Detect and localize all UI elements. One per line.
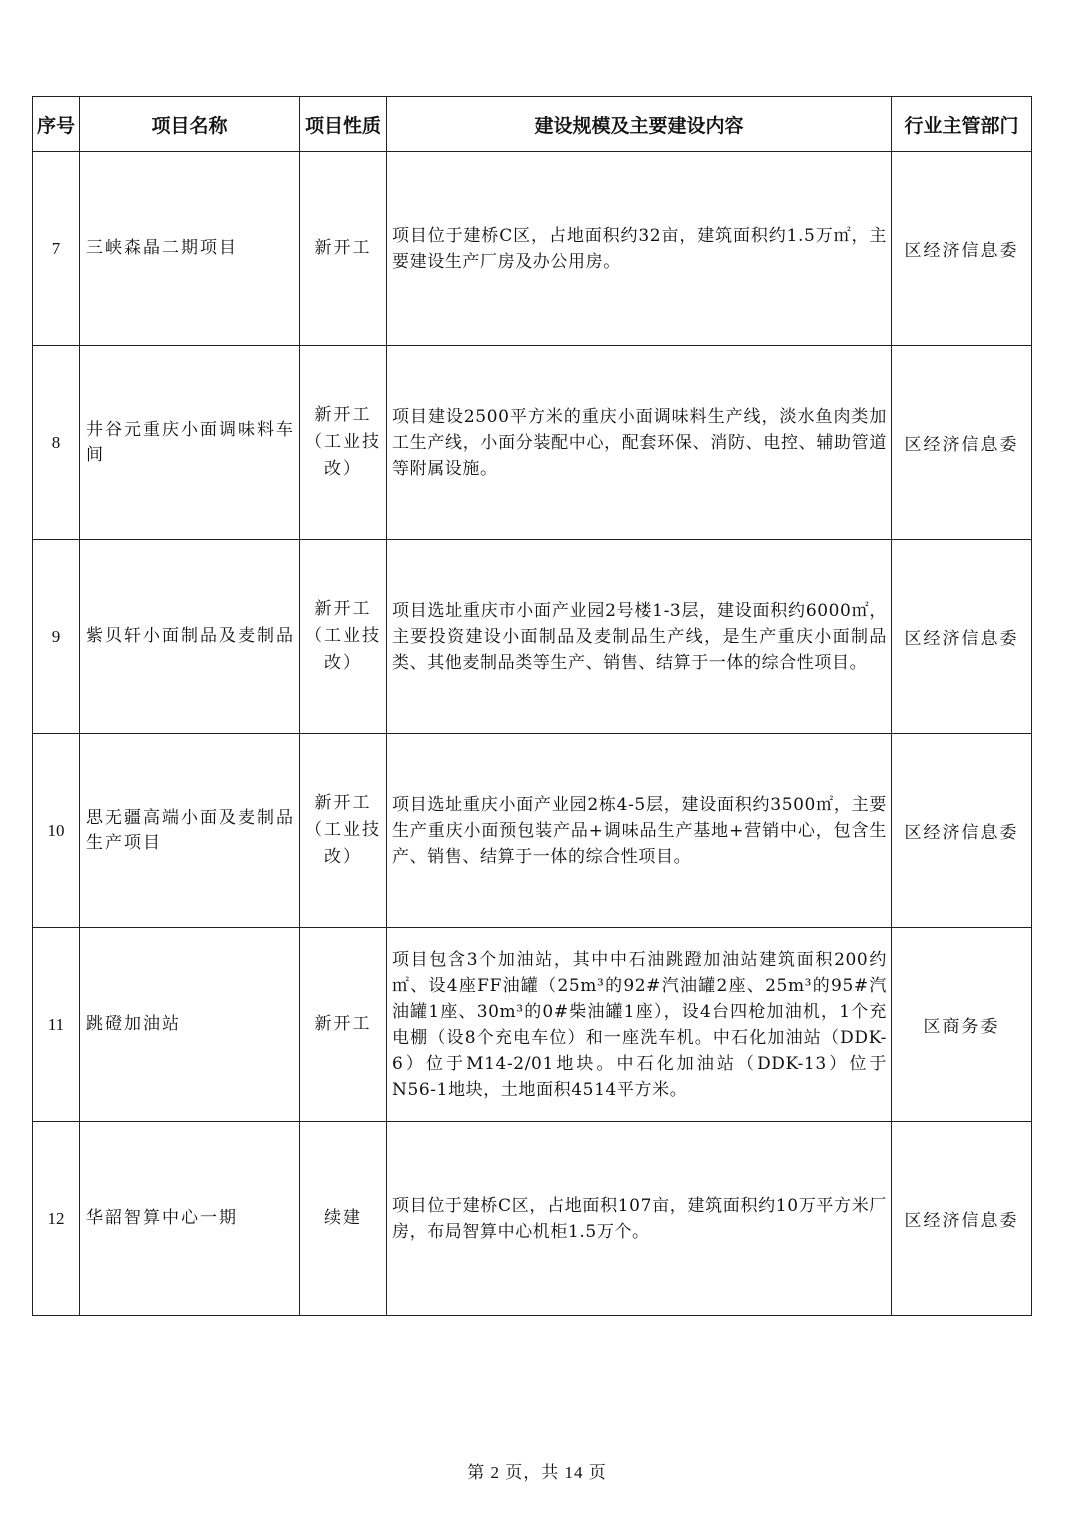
row-construction-content: 项目选址重庆市小面产业园2号楼1-3层，建设面积约6000㎡，主要投资建设小面制品及麦制品生产线，是生产重庆小面制品类、其他麦制品类等生产、销售、结算于一体的综合性项目。 xyxy=(387,540,892,734)
row-department: 区经济信息委 xyxy=(892,346,1032,540)
row-index: 10 xyxy=(33,734,80,928)
header-project-nature: 项目性质 xyxy=(300,97,387,152)
row-project-name: 三峡森晶二期项目 xyxy=(80,152,300,346)
table-row xyxy=(33,152,1032,346)
header-department: 行业主管部门 xyxy=(892,97,1032,152)
table-row xyxy=(33,1122,1032,1316)
table-row xyxy=(33,928,1032,1122)
row-index: 7 xyxy=(33,152,80,346)
row-project-name xyxy=(80,540,300,734)
row-project-name: 思无疆高端小面及麦制品生产项目 xyxy=(80,734,300,928)
table-row xyxy=(33,540,1032,734)
row-project-name-text: 紫贝轩小面制品及麦制品 xyxy=(86,626,295,646)
row-project-name: 华韶智算中心一期 xyxy=(80,1122,300,1316)
project-table xyxy=(32,96,1032,1316)
row-project-nature: 新开工（工业技改） xyxy=(300,540,387,734)
row-project-nature: 新开工 xyxy=(300,152,387,346)
row-construction-content: 项目位于建桥C区，占地面积约32亩，建筑面积约1.5万㎡，主要建设生产厂房及办公用房。 xyxy=(387,152,892,346)
table-row xyxy=(33,734,1032,928)
row-index: 11 xyxy=(33,928,80,1122)
row-department: 区经济信息委 xyxy=(892,152,1032,346)
row-construction-content: 项目选址重庆小面产业园2栋4-5层，建设面积约3500㎡，主要生产重庆小面预包装产品+调味品生产基地+营销中心，包含生产、销售、结算于一体的综合性项目。 xyxy=(387,734,892,928)
row-department: 区商务委 xyxy=(892,928,1032,1122)
row-index: 12 xyxy=(33,1122,80,1316)
row-construction-content: 项目包含3个加油站，其中中石油跳蹬加油站建筑面积200约㎡、设4座FF油罐（25m³的92#汽油罐2座、25m³的95#汽油罐1座、30m³的0#柴油罐1座），设4台四枪加油机，1个充电棚（设8个充电车位）和一座洗车机。中石化加油站（DDK-6）位于M14-2/01地块。中石化加油站（DDK-13）位于N56-1地块，土地面积4514平方米。 xyxy=(387,928,892,1122)
page-number: 第 2 页，共 14 页 xyxy=(467,1463,607,1482)
row-project-nature: 新开工 xyxy=(300,928,387,1122)
row-project-name: 井谷元重庆小面调味料车间 xyxy=(80,346,300,540)
row-index: 9 xyxy=(33,540,80,734)
header-row xyxy=(33,97,1032,152)
table-row xyxy=(33,346,1032,540)
header-index: 序号 xyxy=(33,97,80,152)
header-project-name: 项目名称 xyxy=(80,97,300,152)
row-department: 区经济信息委 xyxy=(892,734,1032,928)
row-department: 区经济信息委 xyxy=(892,540,1032,734)
header-construction-content: 建设规模及主要建设内容 xyxy=(387,97,892,152)
row-project-nature: 新开工（工业技改） xyxy=(300,346,387,540)
row-project-nature: 续建 xyxy=(300,1122,387,1316)
row-department: 区经济信息委 xyxy=(892,1122,1032,1316)
row-construction-content: 项目位于建桥C区，占地面积107亩，建筑面积约10万平方米厂房，布局智算中心机柜1.5万个。 xyxy=(387,1122,892,1316)
row-project-nature: 新开工（工业技改） xyxy=(300,734,387,928)
row-construction-content: 项目建设2500平方米的重庆小面调味料生产线，淡水鱼肉类加工生产线，小面分装配中心，配套环保、消防、电控、辅助管道等附属设施。 xyxy=(387,346,892,540)
row-project-name: 跳磴加油站 xyxy=(80,928,300,1122)
row-index: 8 xyxy=(33,346,80,540)
